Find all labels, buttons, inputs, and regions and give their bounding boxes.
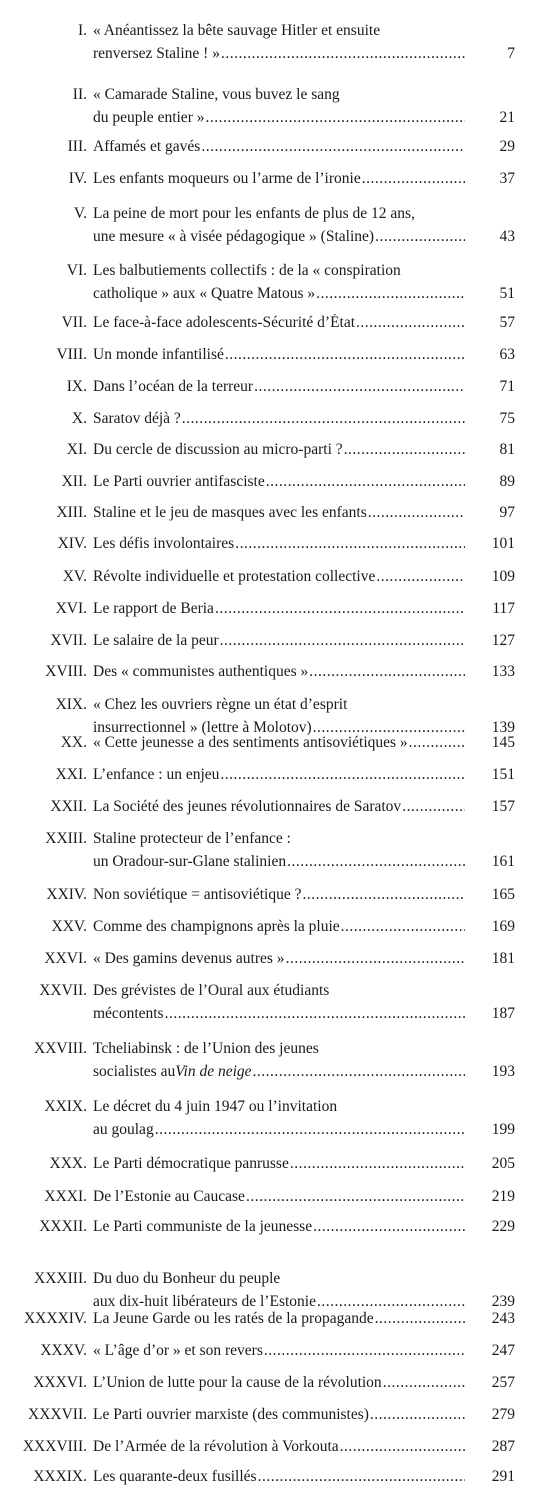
chapter-title-line [93, 1218, 465, 1236]
dot-leader [235, 535, 465, 553]
dot-leader [281, 1270, 465, 1288]
dot-leader [340, 1438, 465, 1456]
chapter-number: XXXVIII. [22, 1438, 87, 1455]
dot-leader [286, 950, 465, 968]
toc-entry [0, 982, 545, 1028]
chapter-number: XXIV. [46, 886, 87, 903]
chapter-number: XXV. [51, 918, 87, 935]
toc-entry [0, 830, 545, 876]
dot-leader [316, 285, 465, 303]
chapter-title-text: « Des gamins devenus autres » [93, 950, 285, 967]
chapter-title-text: Dans l’océan de la terreur [93, 378, 254, 395]
chapter-title-line [93, 262, 465, 280]
page-number: 169 [491, 918, 515, 935]
chapter-number: XII. [61, 473, 87, 490]
chapter-title-text: Un monde infantilisé [93, 346, 224, 363]
chapter-title-text: aux dix-huit libérateurs de l’Estonie [93, 1293, 316, 1310]
chapter-title-text: L’enfance : un enjeu [93, 766, 220, 783]
chapter-number: XXXII. [39, 1218, 87, 1235]
chapter-number: XXIII. [45, 830, 87, 847]
toc-entry [0, 1468, 545, 1491]
chapter-number: XXXVI. [33, 1374, 87, 1391]
chapter-number: XX. [60, 734, 87, 751]
chapter-title-text: du peuple entier » [93, 109, 205, 126]
chapter-number: XVI. [55, 600, 87, 617]
chapter-title-line [93, 1374, 465, 1392]
chapter-title-text: Le face-à-face adolescents-Sécurité d’État [93, 314, 356, 331]
chapter-title-line [93, 1342, 465, 1360]
chapter-title-line [93, 696, 465, 714]
toc-entry [0, 1406, 545, 1429]
page-number: 229 [491, 1218, 515, 1235]
page-number: 57 [499, 314, 515, 331]
toc-entry [0, 663, 545, 686]
dot-leader [330, 982, 465, 1000]
dot-leader [201, 138, 465, 156]
dot-leader [317, 1293, 465, 1311]
chapter-title-text: insurrectionnel » (lettre à Molotov) [93, 719, 312, 736]
page-number: 81 [499, 441, 515, 458]
page-number: 193 [491, 1063, 515, 1080]
dot-leader [302, 886, 465, 904]
chapter-number: VII. [61, 314, 87, 331]
dot-leader [220, 766, 465, 784]
chapter-title-text: « Cette jeunesse a des sentiments antisoviétiques » [93, 734, 408, 751]
chapter-title-line [93, 798, 465, 816]
chapter-title-text: Le décret du 4 juin 1947 ou l’invitation [93, 1098, 338, 1115]
page-number: 51 [499, 285, 515, 302]
dot-leader [246, 1188, 465, 1206]
chapter-title-text: Les balbutiements collectifs : de la « conspiration [93, 262, 401, 279]
chapter-title-line [93, 886, 465, 904]
toc-entry [0, 473, 545, 496]
page-number: 157 [491, 798, 515, 815]
page-number: 145 [491, 734, 515, 751]
page-number: 109 [491, 568, 515, 585]
chapter-title-text: Les quarante-deux fusillés [93, 1468, 257, 1485]
dot-leader [221, 45, 465, 63]
chapter-title-line [93, 766, 465, 784]
chapter-title-text: Révolte individuelle et protestation collective [93, 568, 376, 585]
toc-entry [0, 1040, 545, 1086]
dot-leader [344, 441, 465, 459]
chapter-number: XV. [62, 568, 87, 585]
page-number: 43 [499, 228, 515, 245]
toc-entry [0, 950, 545, 973]
dot-leader [362, 170, 465, 188]
dot-leader [253, 1063, 465, 1081]
dot-leader [402, 798, 465, 816]
toc-entry [0, 1438, 545, 1461]
toc-entry [0, 441, 545, 464]
chapter-title-text: Non soviétique = antisoviétique ? [93, 886, 302, 903]
chapter-number: V. [73, 205, 87, 222]
chapter-title-text: Les enfants moqueurs ou l’arme de l’ironie [93, 170, 361, 187]
chapter-title-text: renversez Staline ! » [93, 45, 220, 62]
toc-entry [0, 600, 545, 623]
chapter-number: III. [67, 138, 87, 155]
toc-entry [0, 314, 545, 337]
page-number: 139 [491, 719, 515, 736]
chapter-number: XIX. [55, 696, 87, 713]
chapter-title-line [93, 86, 465, 104]
dot-leader [383, 1374, 465, 1392]
toc-entry [0, 1098, 545, 1144]
chapter-title-line [93, 663, 465, 681]
chapter-title-line [93, 950, 465, 968]
dot-leader [220, 632, 465, 650]
page-number: 205 [491, 1155, 515, 1172]
toc-entry [0, 22, 545, 68]
chapter-title-text: Le rapport de Beria [93, 600, 214, 617]
chapter-number: XXXIX. [33, 1468, 87, 1485]
chapter-title-line [93, 830, 465, 848]
toc-entry [0, 262, 545, 308]
dot-leader [292, 830, 465, 848]
chapter-number: II. [72, 86, 87, 103]
page-number: 133 [491, 663, 515, 680]
chapter-title-text: Du cercle de discussion au micro-parti ? [93, 441, 343, 458]
chapter-title-line [93, 1438, 465, 1456]
chapter-title-text: Staline protecteur de l’enfance : [93, 830, 291, 847]
chapter-number: XXVII. [39, 982, 87, 999]
dot-leader [370, 1406, 465, 1424]
chapter-title-line [93, 1188, 465, 1206]
dot-leader [416, 205, 465, 223]
chapter-title-text: Le salaire de la peur [93, 632, 219, 649]
toc-entry [0, 1310, 545, 1333]
dot-leader [205, 109, 465, 127]
dot-leader [287, 853, 465, 871]
chapter-number: I. [77, 22, 87, 39]
dot-leader [254, 378, 465, 396]
chapter-title-line [93, 170, 465, 188]
chapter-title-line [93, 138, 465, 156]
chapter-title-text: Le Parti communiste de la jeunesse [93, 1218, 313, 1235]
page-number: 63 [499, 346, 515, 363]
chapter-title-line [93, 378, 465, 396]
chapter-number: X. [71, 410, 87, 427]
toc-entry [0, 568, 545, 591]
chapter-title-text: Tcheliabinsk : de l’Union des jeunes [93, 1040, 319, 1057]
toc-entry [0, 766, 545, 789]
dot-leader [402, 262, 465, 280]
chapter-title-text: La Société des jeunes révolutionnaires de Saratov [93, 798, 402, 815]
chapter-title-text: De l’Estonie au Caucase [93, 1188, 245, 1205]
toc-entry [0, 170, 545, 193]
chapter-title-line [93, 918, 465, 936]
chapter-title-text: L’Union de lutte pour la cause de la révolution [93, 1374, 382, 1391]
page-number: 7 [507, 45, 515, 62]
dot-leader [264, 1342, 465, 1360]
chapter-title-text: « Camarade Staline, vous buvez le sang [93, 86, 340, 103]
page-number: 219 [491, 1188, 515, 1205]
toc-entry [0, 1374, 545, 1397]
chapter-title-line [93, 535, 465, 553]
chapter-title-text: catholique » aux « Quatre Matous » [93, 285, 316, 302]
toc-entry [0, 1188, 545, 1211]
chapter-number: XXI. [55, 766, 87, 783]
dot-leader [258, 1468, 465, 1486]
page-number: 71 [499, 378, 515, 395]
page-number: 181 [491, 950, 515, 967]
toc-entry [0, 346, 545, 369]
chapter-title-text: Du duo du Bonheur du peuple [93, 1270, 281, 1287]
page-number: 37 [499, 170, 515, 187]
dot-leader [375, 1310, 465, 1328]
chapter-title-text: mécontents [93, 1005, 164, 1022]
dot-leader [290, 1155, 465, 1173]
dot-leader [165, 1005, 465, 1023]
dot-leader [409, 734, 465, 752]
page-number: 101 [491, 535, 515, 552]
chapter-title-line [93, 982, 465, 1000]
chapter-title-line [93, 441, 465, 459]
page-number: 287 [491, 1438, 515, 1455]
chapter-title-text: De l’Armée de la révolution à Vorkouta [93, 1438, 339, 1455]
toc-entry [0, 378, 545, 401]
chapter-number: XXVIII. [34, 1040, 87, 1057]
page-number: 243 [491, 1310, 515, 1327]
dot-leader [356, 314, 465, 332]
toc-entry [0, 798, 545, 821]
chapter-number: XIII. [56, 504, 87, 521]
toc-entry [0, 410, 545, 433]
chapter-number: XXXVII. [28, 1406, 87, 1423]
chapter-title-text: socialistes au [93, 1063, 176, 1080]
chapter-title-text: « Chez les ouvriers règne un état d’esprit [93, 696, 348, 713]
page-number: 21 [499, 109, 515, 126]
toc-entry [0, 504, 545, 527]
chapter-title-line [93, 228, 465, 246]
chapter-number: XXX. [49, 1155, 87, 1172]
chapter-title-line [93, 1005, 465, 1023]
chapter-title-text: Des « communistes authentiques » [93, 663, 309, 680]
chapter-number: VIII. [56, 346, 87, 363]
dot-leader [309, 663, 465, 681]
toc-entry [0, 1155, 545, 1178]
dot-leader [155, 1121, 465, 1139]
chapter-number: XXVI. [44, 950, 87, 967]
chapter-title-text: Les défis involontaires [93, 535, 235, 552]
chapter-title-line [93, 410, 465, 428]
dot-leader [341, 918, 465, 936]
dot-leader [266, 473, 465, 491]
toc-entry [0, 632, 545, 655]
chapter-number: XVIII. [45, 663, 87, 680]
chapter-title-line [93, 1121, 465, 1139]
dot-leader [182, 410, 465, 428]
chapter-title-line [93, 1270, 465, 1288]
dot-leader [320, 1040, 465, 1058]
chapter-title-line [93, 314, 465, 332]
chapter-number: XI. [66, 441, 87, 458]
chapter-title-text: Saratov déjà ? [93, 410, 181, 427]
chapter-number: XXXI. [44, 1188, 87, 1205]
toc-entry [0, 734, 545, 757]
chapter-title-text: « L’âge d’or » et son revers [93, 1342, 263, 1359]
page-number: 151 [491, 766, 515, 783]
chapter-title-text: une mesure « à visée pédagogique » (Staline) [93, 228, 375, 245]
page-number: 161 [491, 853, 515, 870]
chapter-title-line [93, 734, 465, 752]
chapter-title-line [93, 853, 465, 871]
chapter-title-line [93, 600, 465, 618]
chapter-title-line [93, 346, 465, 364]
toc-entry [0, 205, 545, 251]
dot-leader [376, 568, 465, 586]
page-number: 127 [491, 632, 515, 649]
chapter-title-text: un Oradour-sur-Glane stalinien [93, 853, 287, 870]
dot-leader [381, 22, 465, 40]
chapter-title-text: Le Parti ouvrier marxiste (des communistes) [93, 1406, 369, 1423]
chapter-title-text: Le Parti démocratique panrusse [93, 1155, 289, 1172]
page-number: 97 [499, 504, 515, 521]
page-number: 187 [491, 1005, 515, 1022]
toc-entry [0, 918, 545, 941]
toc-entry [0, 86, 545, 132]
chapter-title-text: Affamés et gavés [93, 138, 201, 155]
page-number: 117 [492, 600, 515, 617]
chapter-title-line [93, 568, 465, 586]
chapter-number: XXXIII. [34, 1270, 87, 1287]
page-number: 89 [499, 473, 515, 490]
chapter-number: XXXXIV. [23, 1310, 87, 1327]
dot-leader [375, 228, 465, 246]
chapter-title-line [93, 205, 465, 223]
toc-entry [0, 886, 545, 909]
chapter-number: XVII. [50, 632, 87, 649]
chapter-title-line [93, 1310, 465, 1328]
chapter-title-line [93, 632, 465, 650]
page-number: 75 [499, 410, 515, 427]
dot-leader [341, 86, 465, 104]
page-number: 239 [491, 1293, 515, 1310]
toc-entry [0, 1218, 545, 1241]
chapter-title-text: Comme des champignons après la pluie [93, 918, 340, 935]
chapter-title-line [93, 45, 465, 63]
chapter-title-line [93, 1406, 465, 1424]
chapter-title-line [93, 1063, 465, 1081]
chapter-title-line [93, 1293, 465, 1311]
chapter-title-text: Des grévistes de l’Oural aux étudiants [93, 982, 330, 999]
dot-leader [348, 696, 465, 714]
chapter-number: XXII. [50, 798, 87, 815]
chapter-title-text: La peine de mort pour les enfants de plus de 12 ans, [93, 205, 415, 222]
toc-entry [0, 138, 545, 161]
chapter-title-text: au goulag [93, 1121, 154, 1138]
page-number: 247 [491, 1342, 515, 1359]
chapter-number: IX. [66, 378, 87, 395]
dot-leader [313, 1218, 465, 1236]
page-number: 199 [491, 1121, 515, 1138]
chapter-title-text: Staline et le jeu de masques avec les enfants [93, 504, 367, 521]
page-number: 279 [491, 1406, 515, 1423]
chapter-title-line [93, 1468, 465, 1486]
chapter-number: XXXV. [40, 1342, 87, 1359]
chapter-number: IV. [68, 170, 87, 187]
dot-leader [225, 346, 465, 364]
dot-leader [368, 504, 465, 522]
chapter-title-italic: Vin de neige [175, 1063, 252, 1080]
chapter-title-line [93, 504, 465, 522]
chapter-title-line [93, 285, 465, 303]
page-number: 257 [491, 1374, 515, 1391]
chapter-title-line [93, 109, 465, 127]
chapter-title-line [93, 1155, 465, 1173]
dot-leader [215, 600, 465, 618]
chapter-title-line [93, 1040, 465, 1058]
page-number: 291 [491, 1468, 515, 1485]
chapter-number: VI. [66, 262, 87, 279]
page-number: 165 [491, 886, 515, 903]
chapter-number: XIV. [57, 535, 87, 552]
chapter-title-line [93, 473, 465, 491]
chapter-title-text: Le Parti ouvrier antifasciste [93, 473, 265, 490]
toc-entry [0, 1342, 545, 1365]
chapter-number: XXIX. [44, 1098, 87, 1115]
dot-leader [338, 1098, 465, 1116]
chapter-title-text: La Jeune Garde ou les ratés de la propagande [93, 1310, 374, 1327]
chapter-title-text: « Anéantissez la bête sauvage Hitler et ensuite [93, 22, 381, 39]
toc-entry [0, 535, 545, 558]
page-number: 29 [499, 138, 515, 155]
chapter-title-line [93, 1098, 465, 1116]
chapter-title-line [93, 22, 465, 40]
